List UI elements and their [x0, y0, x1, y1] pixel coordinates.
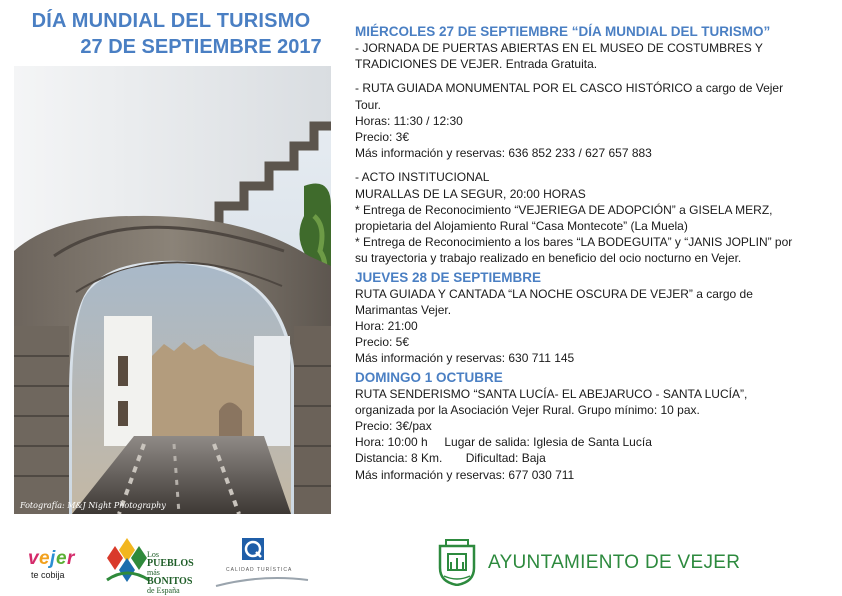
day-heading-sunday: DOMINGO 1 OCTUBRE — [355, 369, 503, 385]
svg-text:v: v — [28, 548, 39, 569]
coat-of-arms-icon — [434, 538, 480, 586]
event-line: Hora: 10:00 h Lugar de salida: Iglesia de Santa Lucía — [355, 435, 652, 450]
day-heading-wednesday: MIÉRCOLES 27 DE SEPTIEMBRE “DÍA MUNDIAL DEL TURISMO” — [355, 24, 771, 39]
event-line: * Entrega de Reconocimiento a los bares “LA BODEGUITA” y “JANIS JOPLIN” por — [355, 235, 793, 250]
event-line: Distancia: 8 Km. Dificultad: Baja — [355, 451, 546, 466]
event-line: TRADICIONES DE VEJER. Entrada Gratuita. — [355, 57, 598, 72]
ayuntamiento-logo — [434, 538, 741, 586]
event-line: - JORNADA DE PUERTAS ABIERTAS EN EL MUSEO DE COSTUMBRES Y — [355, 41, 763, 55]
event-line: organizada por la Asociación Vejer Rural. Grupo mínimo: 10 pax. — [355, 402, 700, 417]
event-line: Precio: 5€ — [355, 335, 410, 350]
day-heading-thursday: JUEVES 28 DE SEPTIEMBRE — [355, 269, 542, 285]
archway-photo — [14, 66, 331, 514]
event-line: - ACTO INSTITUCIONAL — [355, 170, 490, 185]
footer-logos — [0, 530, 842, 595]
vejer-tagline: te cobija — [31, 570, 65, 580]
svg-text:e: e — [56, 548, 67, 569]
event-line: Más información y reservas: 636 852 233 / 627 657 883 — [355, 146, 652, 161]
calidad-turistica-logo — [212, 534, 312, 592]
svg-text:r: r — [67, 548, 75, 569]
vejer-te-cobija-logo — [26, 544, 81, 584]
calidad-text: CALIDAD TURÍSTICA — [226, 567, 293, 573]
event-line: Hora: 21:00 — [355, 319, 418, 334]
event-line: * Entrega de Reconocimiento “VEJERIEGA DE ADOPCIÓN” a GISELA MERZ, — [355, 202, 773, 217]
event-line: RUTA GUIADA Y CANTADA “LA NOCHE OSCURA DE VEJER” a cargo de — [355, 286, 753, 301]
event-line: Marimantas Vejer. — [355, 302, 452, 317]
events-content — [355, 24, 833, 483]
poster-title — [10, 8, 332, 60]
event-line: RUTA SENDERISMO “SANTA LUCÍA- EL ABEJARUCO - SANTA LUCÍA”, — [355, 386, 748, 401]
svg-text:j: j — [50, 548, 56, 569]
event-line: Tour. — [355, 97, 382, 112]
title-line-1: DÍA MUNDIAL DEL TURISMO — [31, 10, 311, 32]
event-line: MURALLAS DE LA SEGUR, 20:00 HORAS — [355, 186, 586, 201]
pueblos-text: Los PUEBLOS más BONITOS de España — [147, 550, 194, 595]
event-line: Precio: 3€ — [355, 130, 410, 145]
photo-credit: Fotografía: M&J Night Photography — [20, 501, 166, 510]
ayuntamiento-name: AYUNTAMIENTO DE VEJER — [488, 552, 741, 573]
event-line: Más información y reservas: 677 030 711 — [355, 467, 575, 482]
event-line: Precio: 3€/pax — [355, 419, 432, 434]
pueblos-emblem-icon — [105, 536, 150, 588]
event-line: su trayectoria y trabajo realizado en beneficio del ocio nocturno en Vejer. — [355, 251, 742, 266]
svg-text:e: e — [39, 548, 50, 569]
archway-illustration — [14, 66, 331, 514]
vejer-logo-mark — [26, 544, 81, 570]
title-line-2: 27 DE SEPTIEMBRE 2017 — [80, 36, 322, 58]
event-line: Más información y reservas: 630 711 145 — [355, 351, 575, 366]
event-line: Horas: 11:30 / 12:30 — [355, 113, 463, 128]
pueblos-bonitos-logo — [105, 536, 200, 595]
event-line: propietaria del Alojamiento Rural “Casa Montecote” (La Muela) — [355, 219, 688, 234]
event-line: - RUTA GUIADA MONUMENTAL POR EL CASCO HISTÓRICO a cargo de Vejer — [355, 81, 784, 96]
calidad-q-icon — [212, 534, 312, 592]
